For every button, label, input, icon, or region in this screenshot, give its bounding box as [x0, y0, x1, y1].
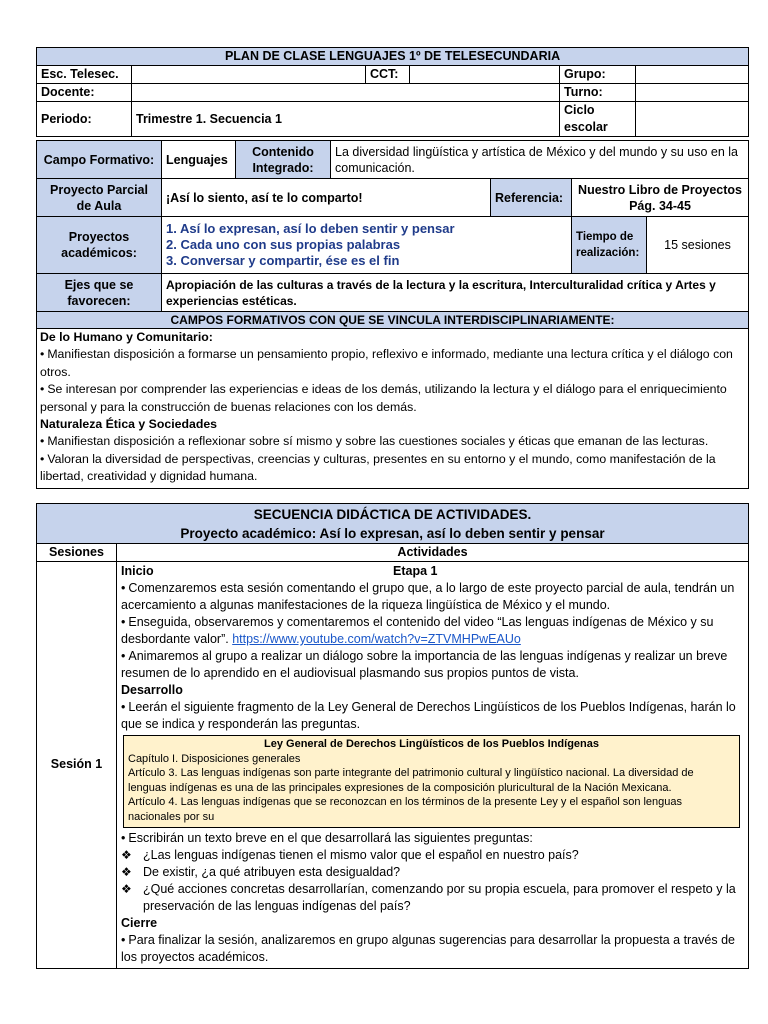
question-text: De existir, ¿a qué atribuyen esta desigualdad? — [143, 864, 401, 879]
referencia-value: Nuestro Libro de Proyectos Pág. 34-45 — [572, 179, 749, 217]
law-line: Artículo 3. Las lenguas indígenas son parte integrante del patrimonio cultural y lingüístico nacional. La diversidad de lenguas indígenas es una de las principales expresiones de la composición pluricultural de la Nación Mexicana. — [128, 767, 694, 794]
humano-title: De lo Humano y Comunitario: — [40, 330, 213, 344]
law-title: Ley General de Derechos Lingüísticos de los Pueblos Indígenas — [264, 738, 599, 750]
proyecto-item: 1. Así lo expresan, así lo deben sentir y pensar — [166, 221, 455, 236]
periodo-value: Trimestre 1. Secuencia 1 — [132, 102, 560, 137]
cct-label: CCT: — [366, 66, 410, 84]
sequence-title: SECUENCIA DIDÁCTICA DE ACTIVIDADES. — [253, 507, 532, 522]
activity-item: • Animaremos al grupo a realizar un diálogo sobre la importancia de las lenguas indígenas y realizar un breve resumen de lo aprendido en el audiovisual plasmando sus propios puntos de vista. — [121, 648, 744, 682]
etica-item: • Valoran la diversidad de perspectivas, creencias y culturas, presentes en su entorno y el mundo, como manifestación de la libertad, creatividad y dignidad humana. — [40, 451, 745, 486]
inicio-row — [121, 563, 744, 580]
referencia-label: Referencia: — [491, 179, 572, 217]
video-item — [121, 614, 744, 648]
escribiran-item: • Escribirán un texto breve en el que desarrollará las siguientes preguntas: — [121, 830, 744, 847]
grupo-label: Grupo: — [560, 66, 636, 84]
proyectos-list — [162, 217, 572, 274]
humano-item: • Se interesan por comprender las experiencias e ideas de los demás, utilizando la lectura y el diálogo para el enriquecimiento personal y para la construcción de buenas relaciones con los demás. — [40, 381, 745, 416]
ejes-label: Ejes que se favorecen: — [37, 274, 162, 312]
proyecto-value: ¡Así lo siento, así te lo comparto! — [162, 179, 491, 217]
esc-value[interactable] — [132, 66, 366, 84]
cierre-label: Cierre — [121, 915, 158, 930]
col-actividades: Actividades — [117, 544, 749, 562]
campo-label: Campo Formativo: — [37, 141, 162, 179]
video-link[interactable]: https://www.youtube.com/watch?v=ZTVMHPwEAUo — [232, 632, 521, 646]
cct-value[interactable] — [410, 66, 560, 84]
law-excerpt-box — [123, 735, 740, 828]
cierre-item: • Para finalizar la sesión, analizaremos en grupo algunas sugerencias para desarrollar la propuesta a través de los proyectos académicos. — [121, 932, 744, 966]
question-item — [121, 864, 744, 881]
campos-content — [37, 329, 749, 489]
question-text: ¿Qué acciones concretas desarrollarían, comenzando por su propia escuela, para promover el respeto y la preservación de las lenguas indígenas del país? — [143, 881, 736, 913]
etica-title: Naturaleza Ética y Sociedades — [40, 417, 218, 432]
etapa-label: Etapa 1 — [393, 564, 438, 578]
activity-item: • Comenzaremos esta sesión comentando el grupo que, a lo largo de este proyecto parcial de aula, tendrán un acercamiento a algunas manifestaciones de la riqueza lingüística de México y el mundo. — [121, 580, 744, 614]
humano-item: • Manifiestan disposición a formarse un pensamiento propio, reflexivo e informado, mediante una lectura crítica y el diálogo con otros. — [40, 346, 745, 381]
campo-value: Lenguajes — [162, 141, 236, 179]
info-table — [36, 140, 749, 489]
turno-value[interactable] — [636, 84, 749, 102]
ciclo-value[interactable] — [636, 102, 749, 137]
header-table — [36, 47, 749, 137]
law-line: Capítulo I. Disposiciones generales — [128, 752, 301, 765]
proyecto-item: 2. Cada uno con sus propias palabras — [166, 237, 401, 252]
etica-item: • Manifiestan disposición a reflexionar sobre sí mismo y sobre las cuestiones sociales y éticas que emanan de las lecturas. — [40, 433, 745, 450]
tiempo-label: Tiempo de realización: — [572, 217, 647, 274]
desarrollo-item: • Leerán el siguiente fragmento de la Ley General de Derechos Lingüísticos de los Pueblos Indígenas, harán lo que se indica y responderán las preguntas. — [121, 699, 744, 733]
ejes-value: Apropiación de las culturas a través de la lectura y la escritura, Interculturalidad crítica y Artes y experiencias estéticas. — [162, 274, 749, 312]
turno-label: Turno: — [560, 84, 636, 102]
grupo-value[interactable] — [636, 66, 749, 84]
col-sesiones: Sesiones — [37, 544, 117, 562]
contenido-value: La diversidad lingüística y artística de México y del mundo y su uso en la comunicación. — [331, 141, 749, 179]
sequence-header — [37, 504, 749, 544]
tiempo-value: 15 sesiones — [647, 217, 749, 274]
docente-value[interactable] — [132, 84, 560, 102]
diamond-bullet-icon: ❖ — [121, 881, 132, 896]
video-text: • Enseguida, observaremos y comentaremos el contenido del video “Las lenguas indígenas de México y su desbordante valor”. — [121, 615, 713, 646]
docente-label: Docente: — [37, 84, 132, 102]
periodo-label: Periodo: — [37, 102, 132, 137]
proyecto-label: Proyecto Parcial de Aula — [37, 179, 162, 217]
contenido-label: Contenido Integrado: — [236, 141, 331, 179]
diamond-bullet-icon: ❖ — [121, 864, 132, 879]
question-item — [121, 881, 744, 915]
proyecto-item: 3. Conversar y compartir, ése es el fin — [166, 253, 400, 268]
activities-cell — [117, 562, 749, 969]
campos-header: CAMPOS FORMATIVOS CON QUE SE VINCULA INTERDISCIPLINARIAMENTE: — [37, 312, 749, 329]
question-text: ¿Las lenguas indígenas tienen el mismo valor que el español en nuestro país? — [143, 847, 579, 862]
esc-label: Esc. Telesec. — [37, 66, 132, 84]
diamond-bullet-icon: ❖ — [121, 847, 132, 862]
question-item — [121, 847, 744, 864]
sequence-table — [36, 503, 749, 969]
session-label: Sesión 1 — [37, 562, 117, 969]
plan-title: PLAN DE CLASE LENGUAJES 1º DE TELESECUNDARIA — [37, 48, 749, 66]
ciclo-label: Ciclo escolar — [560, 102, 636, 137]
inicio-label: Inicio — [121, 564, 154, 578]
law-line: Artículo 4. Las lenguas indígenas que se reconozcan en los términos de la presente Ley y el español son lenguas nacionales por su — [128, 796, 683, 823]
proyectos-label: Proyectos académicos: — [37, 217, 162, 274]
desarrollo-label: Desarrollo — [121, 683, 183, 697]
sequence-subtitle: Proyecto académico: Así lo expresan, así lo deben sentir y pensar — [180, 526, 605, 541]
